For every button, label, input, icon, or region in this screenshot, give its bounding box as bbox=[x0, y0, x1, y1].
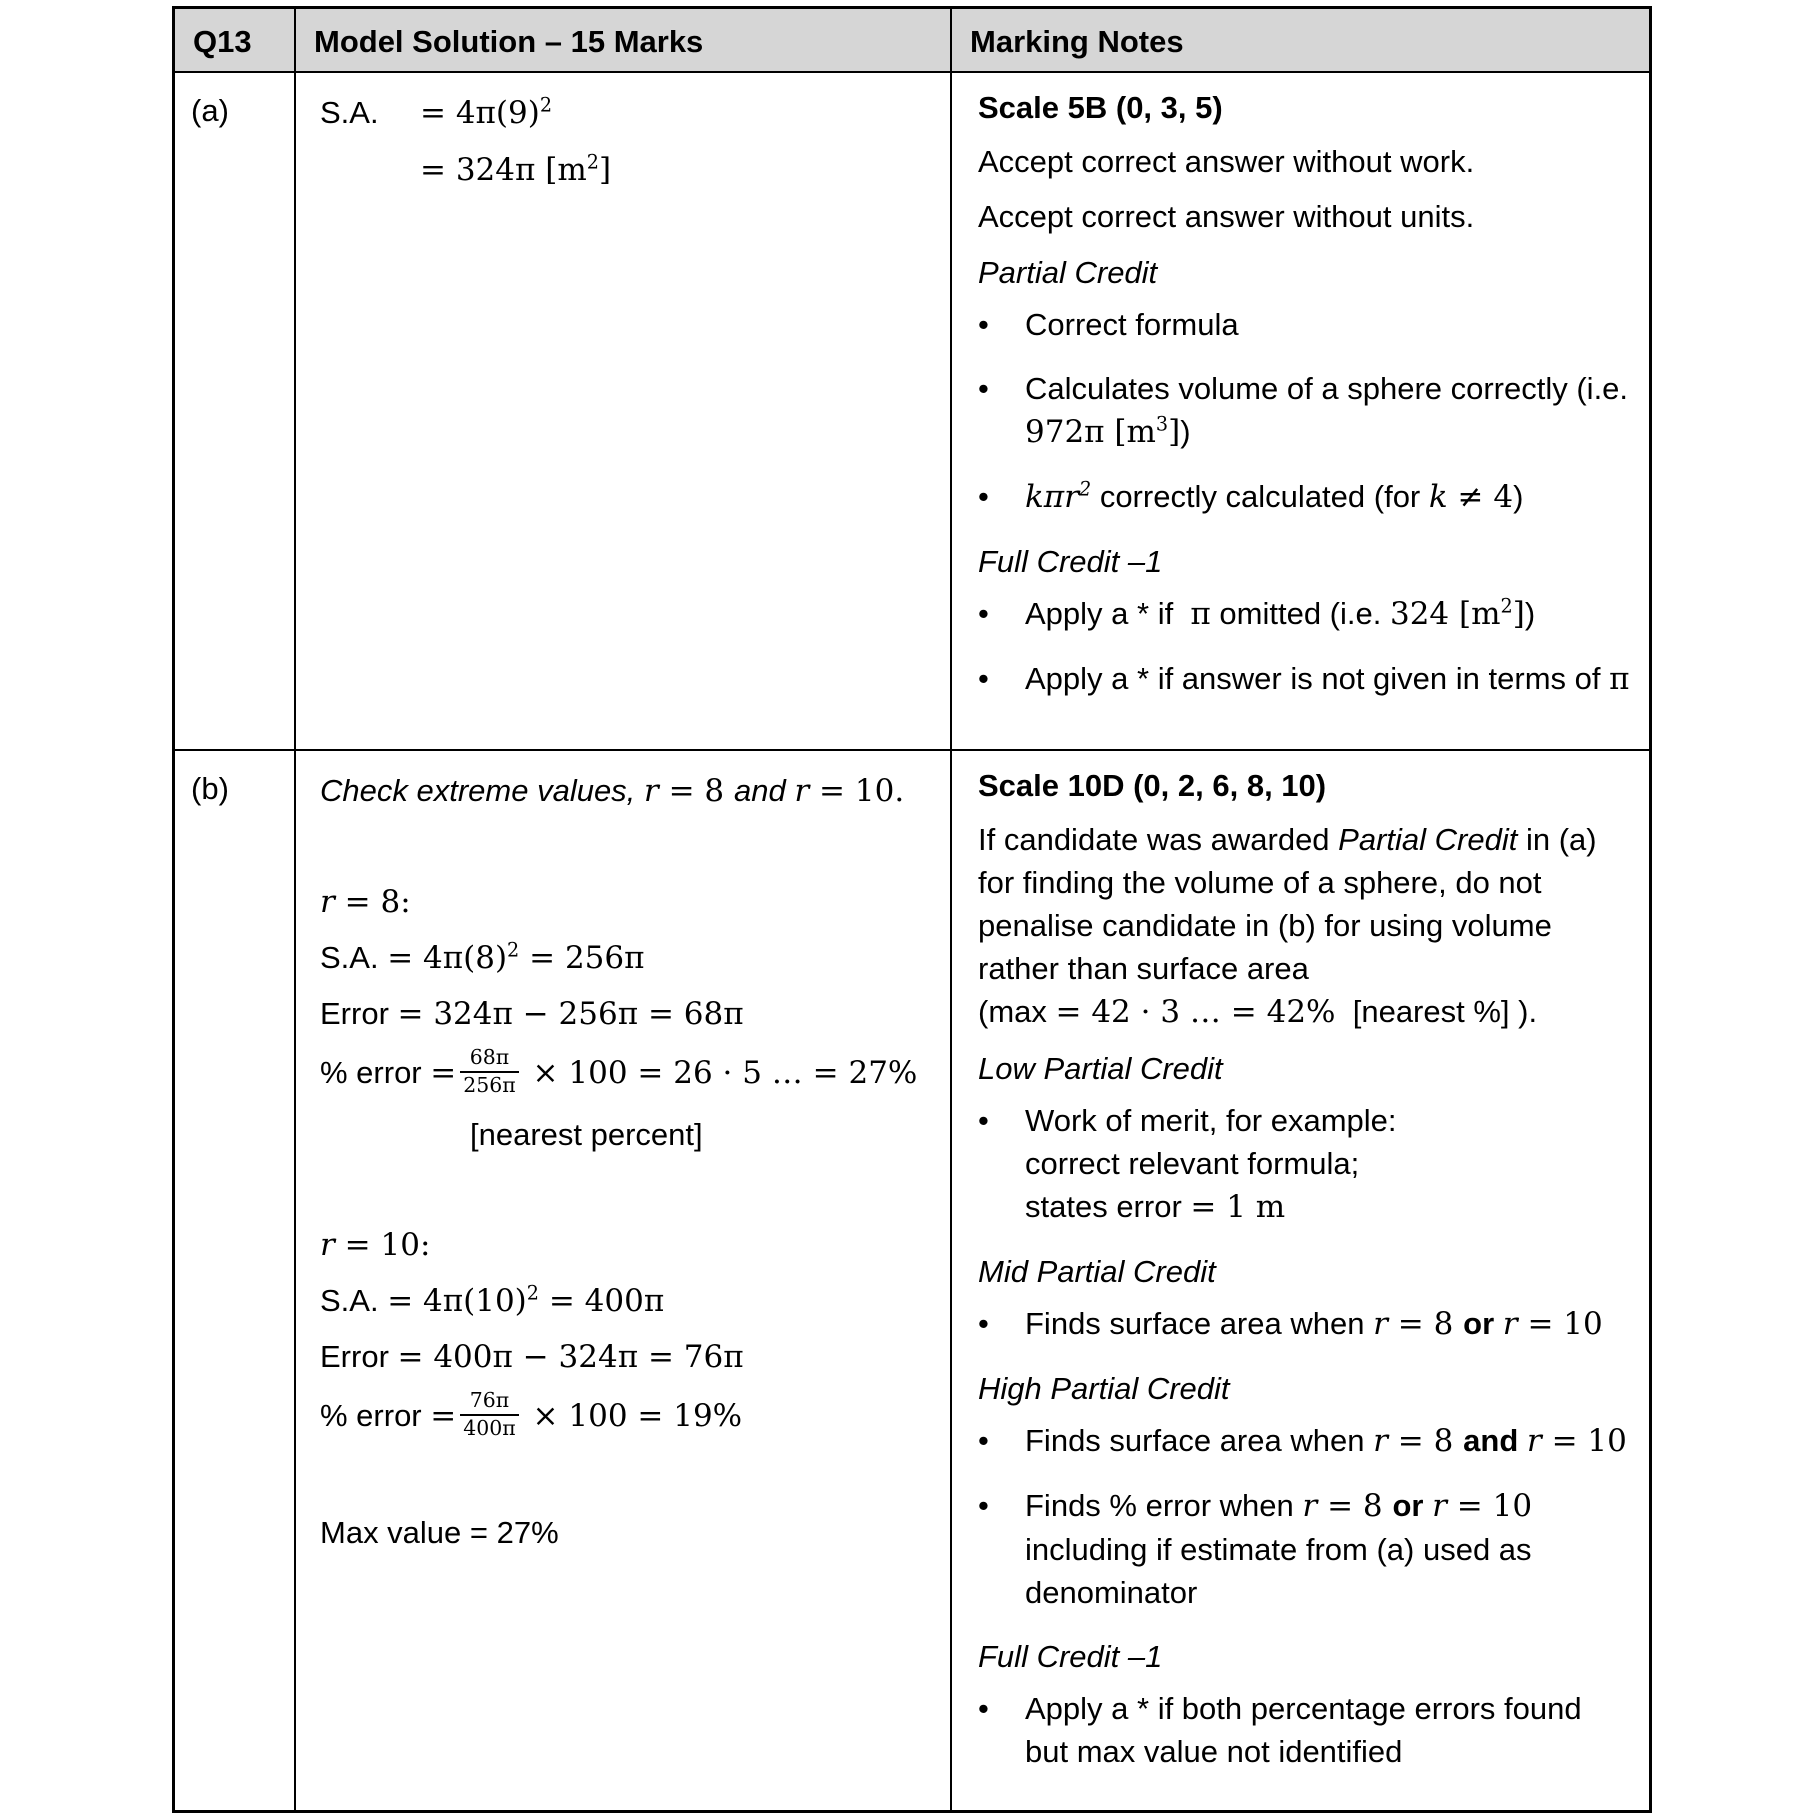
bullet-icon: • bbox=[978, 371, 989, 406]
fraction bbox=[460, 1388, 518, 1441]
text-run: 2 bbox=[1500, 594, 1513, 618]
solution-line bbox=[320, 1223, 942, 1267]
text-run: [m bbox=[1104, 414, 1156, 450]
paragraph bbox=[978, 140, 1631, 183]
text-run: Work of merit, for example: bbox=[1025, 1103, 1397, 1138]
text-run: omitted (i.e. bbox=[1210, 596, 1390, 631]
text-run: r bbox=[1302, 1488, 1318, 1524]
text-run: % error bbox=[320, 1054, 431, 1090]
text-run: (max bbox=[978, 994, 1056, 1029]
text-run: including if estimate from (a) used as bbox=[1025, 1532, 1532, 1567]
bullet-icon: • bbox=[978, 1306, 989, 1341]
text-run: × 100 = 19% bbox=[522, 1397, 743, 1434]
bullet-item bbox=[978, 303, 1631, 346]
text-run: Partial Credit bbox=[1338, 822, 1518, 857]
text-run: ] bbox=[1168, 414, 1181, 450]
bullet-text bbox=[1025, 592, 1631, 636]
scale-heading bbox=[978, 764, 1631, 807]
text-run: Apply a * if bbox=[1025, 596, 1191, 631]
text-run: = 324π [m bbox=[420, 152, 587, 188]
text-run: [nearest %] ). bbox=[1335, 994, 1538, 1029]
text-run: r bbox=[1373, 1423, 1388, 1459]
bullet-text bbox=[1025, 1687, 1631, 1773]
bullet-item bbox=[978, 1687, 1631, 1773]
solution-line bbox=[320, 769, 942, 813]
text-run bbox=[1494, 1306, 1503, 1341]
text-run: 3 bbox=[1155, 412, 1169, 436]
bullet-icon: • bbox=[978, 479, 989, 514]
marking-scheme-table bbox=[172, 6, 1652, 1813]
solution-line bbox=[320, 1511, 942, 1554]
equation-body bbox=[420, 95, 552, 130]
credit-heading bbox=[978, 1047, 1631, 1090]
text-run: r bbox=[1373, 1306, 1388, 1342]
text-run: Error bbox=[320, 1339, 398, 1375]
bullet-item bbox=[978, 1302, 1631, 1346]
bullet-text bbox=[1025, 303, 1631, 346]
text-run: = 400π bbox=[538, 1283, 665, 1320]
text-run: in (a) for finding the volume of a sphere, do not penalise candidate in (b) for using volume rather than surface area bbox=[978, 822, 1597, 986]
text-run: states error bbox=[1025, 1189, 1191, 1224]
bullet-text bbox=[1025, 1099, 1631, 1229]
text-run: ) bbox=[1513, 479, 1524, 514]
text-run: Scale 10D (0, 2, 6, 8, 10) bbox=[978, 768, 1327, 803]
text-run: = 1 m bbox=[1190, 1189, 1286, 1225]
text-run bbox=[1423, 1488, 1432, 1523]
text-run: denominator bbox=[1025, 1575, 1198, 1610]
bullet-item bbox=[978, 367, 1631, 454]
paragraph bbox=[978, 195, 1631, 238]
text-run: r bbox=[320, 884, 335, 920]
credit-heading bbox=[978, 1367, 1631, 1410]
text-run: × 100 = 26 · 5 … = 27% bbox=[522, 1054, 918, 1091]
solution-line bbox=[320, 936, 942, 980]
text-run: = 324π − 256π = 68π bbox=[397, 996, 744, 1032]
text-run: kπr bbox=[1025, 479, 1079, 515]
credit-heading bbox=[978, 540, 1631, 583]
equation-label: S.A. bbox=[320, 95, 379, 130]
bullet-item bbox=[978, 1099, 1631, 1229]
text-run: ) bbox=[1524, 596, 1536, 631]
bullet-item bbox=[978, 592, 1631, 636]
text-run: 2 bbox=[539, 93, 553, 117]
text-run: r bbox=[1502, 1306, 1518, 1342]
text-run: π bbox=[1609, 661, 1630, 697]
text-run: High Partial Credit bbox=[978, 1371, 1230, 1406]
text-run: ] bbox=[598, 152, 612, 188]
text-run: = 10: bbox=[334, 1227, 431, 1264]
bullet-icon: • bbox=[978, 1691, 989, 1726]
solution-line bbox=[320, 1388, 942, 1444]
text-run: S.A. bbox=[320, 1283, 388, 1319]
text-run: Finds surface area when bbox=[1025, 1423, 1374, 1458]
text-run: r bbox=[1526, 1423, 1542, 1459]
bullet-icon: • bbox=[978, 661, 989, 696]
bullet-icon: • bbox=[978, 596, 989, 631]
text-run: = bbox=[430, 1397, 457, 1434]
scale-heading bbox=[978, 86, 1631, 129]
text-run: ] bbox=[1512, 596, 1525, 632]
text-run: Full Credit –1 bbox=[978, 1639, 1163, 1674]
text-run: = 8: bbox=[334, 884, 411, 920]
text-run: Mid Partial Credit bbox=[978, 1254, 1216, 1289]
text-run: Finds surface area when bbox=[1025, 1306, 1374, 1341]
text-run: ≠ 4 bbox=[1447, 479, 1514, 515]
text-run: If candidate was awarded bbox=[978, 822, 1339, 857]
text-run: = 10 bbox=[1446, 1488, 1533, 1524]
text-run: Apply a * if answer is not given in terms of bbox=[1025, 661, 1610, 696]
part-a-marking-notes bbox=[950, 71, 1649, 749]
bullet-text bbox=[1025, 1302, 1631, 1346]
text-run: r bbox=[320, 1227, 335, 1264]
bullet-icon: • bbox=[978, 1488, 989, 1523]
text-run: 2 bbox=[586, 150, 599, 174]
text-run: r bbox=[794, 773, 810, 809]
solution-line bbox=[320, 1045, 942, 1101]
bullet-icon: • bbox=[978, 1423, 989, 1458]
text-run: π bbox=[1190, 596, 1211, 632]
paragraph bbox=[978, 818, 1631, 1034]
fraction-denominator: 256π bbox=[463, 1072, 516, 1097]
bullet-text bbox=[1025, 1484, 1631, 1614]
bullet-icon: • bbox=[978, 307, 989, 342]
text-run: 324 [m bbox=[1389, 596, 1501, 632]
text-run: k bbox=[1428, 479, 1448, 515]
text-run: Apply a * if both percentage errors found but max value not identified bbox=[1025, 1691, 1582, 1769]
spacer bbox=[320, 825, 942, 880]
text-run: = 4π(10) bbox=[387, 1283, 527, 1320]
text-run: Accept correct answer without work. bbox=[978, 144, 1475, 179]
bullet-item bbox=[978, 657, 1631, 701]
equation-line bbox=[320, 148, 942, 192]
spacer bbox=[320, 1168, 942, 1223]
text-run: = 8 bbox=[1387, 1306, 1464, 1342]
part-b-model-solution bbox=[294, 749, 950, 1810]
text-run: = 400π − 324π = 76π bbox=[397, 1339, 744, 1376]
part-a-label: (a) bbox=[175, 71, 294, 749]
solution-line bbox=[320, 880, 942, 924]
text-run: = 10 bbox=[1541, 1423, 1627, 1459]
header-model-solution: Model Solution – 15 Marks bbox=[294, 9, 950, 71]
text-run: Full Credit –1 bbox=[978, 544, 1163, 579]
fraction-numerator: 76π bbox=[460, 1388, 518, 1416]
bullet-text bbox=[1025, 367, 1631, 454]
bullet-item bbox=[978, 1419, 1631, 1463]
text-run: and bbox=[1463, 1423, 1519, 1458]
text-run: or bbox=[1463, 1306, 1495, 1341]
text-run: or bbox=[1392, 1488, 1424, 1523]
equation-line bbox=[320, 91, 942, 135]
text-run: Scale 5B (0, 3, 5) bbox=[978, 90, 1223, 125]
text-run: = 8 bbox=[658, 773, 735, 809]
text-run: = 10 bbox=[1517, 1306, 1603, 1342]
solution-line bbox=[320, 992, 942, 1036]
bullet-item bbox=[978, 1484, 1631, 1614]
fraction-numerator: 68π bbox=[460, 1045, 518, 1073]
credit-heading bbox=[978, 1635, 1631, 1678]
text-run: Accept correct answer without units. bbox=[978, 199, 1475, 234]
text-run: 972π bbox=[1025, 414, 1105, 450]
header-marking-notes: Marking Notes bbox=[950, 9, 1649, 71]
credit-heading bbox=[978, 251, 1631, 294]
bullet-text bbox=[1025, 1419, 1631, 1463]
text-run: r bbox=[643, 773, 659, 809]
text-run: Correct formula bbox=[1025, 307, 1239, 342]
text-run: Check extreme values, bbox=[320, 773, 644, 808]
text-run: Max value = 27% bbox=[320, 1515, 559, 1551]
text-run: % error bbox=[320, 1397, 431, 1433]
solution-line bbox=[320, 1335, 942, 1379]
bullet-icon: • bbox=[978, 1103, 989, 1138]
text-run bbox=[1518, 1423, 1527, 1458]
bullet-text bbox=[1025, 657, 1631, 701]
bullet-item bbox=[978, 475, 1631, 519]
text-run: = bbox=[430, 1054, 457, 1091]
text-run: [nearest percent] bbox=[470, 1117, 703, 1153]
text-run: = 4π(8) bbox=[387, 940, 508, 976]
text-run: Partial Credit bbox=[978, 255, 1158, 290]
text-run: 2 bbox=[507, 938, 520, 962]
text-run: r bbox=[1432, 1488, 1447, 1524]
text-run: = 10. bbox=[809, 773, 905, 809]
equation-body bbox=[420, 152, 611, 187]
bullet-text bbox=[1025, 475, 1631, 519]
part-a-model-solution bbox=[294, 71, 950, 749]
solution-line bbox=[320, 1113, 942, 1156]
text-run: 2 bbox=[526, 1281, 539, 1305]
header-question-number: Q13 bbox=[175, 9, 294, 71]
text-run: = 42 · 3 … = 42% bbox=[1055, 994, 1336, 1030]
text-run: = 8 bbox=[1317, 1488, 1393, 1524]
fraction bbox=[460, 1045, 518, 1098]
text-run: S.A. bbox=[320, 940, 388, 975]
text-run: Error bbox=[320, 996, 398, 1031]
part-b-marking-notes bbox=[950, 749, 1649, 1810]
solution-line bbox=[320, 1279, 942, 1323]
text-run: = 256π bbox=[519, 940, 645, 976]
text-run: correctly calculated (for bbox=[1091, 479, 1429, 514]
spacer bbox=[320, 1456, 942, 1511]
text-run: ) bbox=[1180, 414, 1191, 449]
part-b-label: (b) bbox=[175, 749, 294, 1810]
text-run: = 4π(9) bbox=[420, 95, 540, 131]
text-run: correct relevant formula; bbox=[1025, 1146, 1360, 1181]
text-run: and bbox=[734, 773, 786, 808]
text-run: Finds % error when bbox=[1025, 1488, 1303, 1523]
fraction-denominator: 400π bbox=[463, 1415, 516, 1440]
text-run: Calculates volume of a sphere correctly (i.e. bbox=[1025, 371, 1629, 406]
text-run: = 8 bbox=[1387, 1423, 1464, 1459]
text-run: Low Partial Credit bbox=[978, 1051, 1223, 1086]
text-run: 2 bbox=[1078, 477, 1092, 501]
credit-heading bbox=[978, 1250, 1631, 1293]
